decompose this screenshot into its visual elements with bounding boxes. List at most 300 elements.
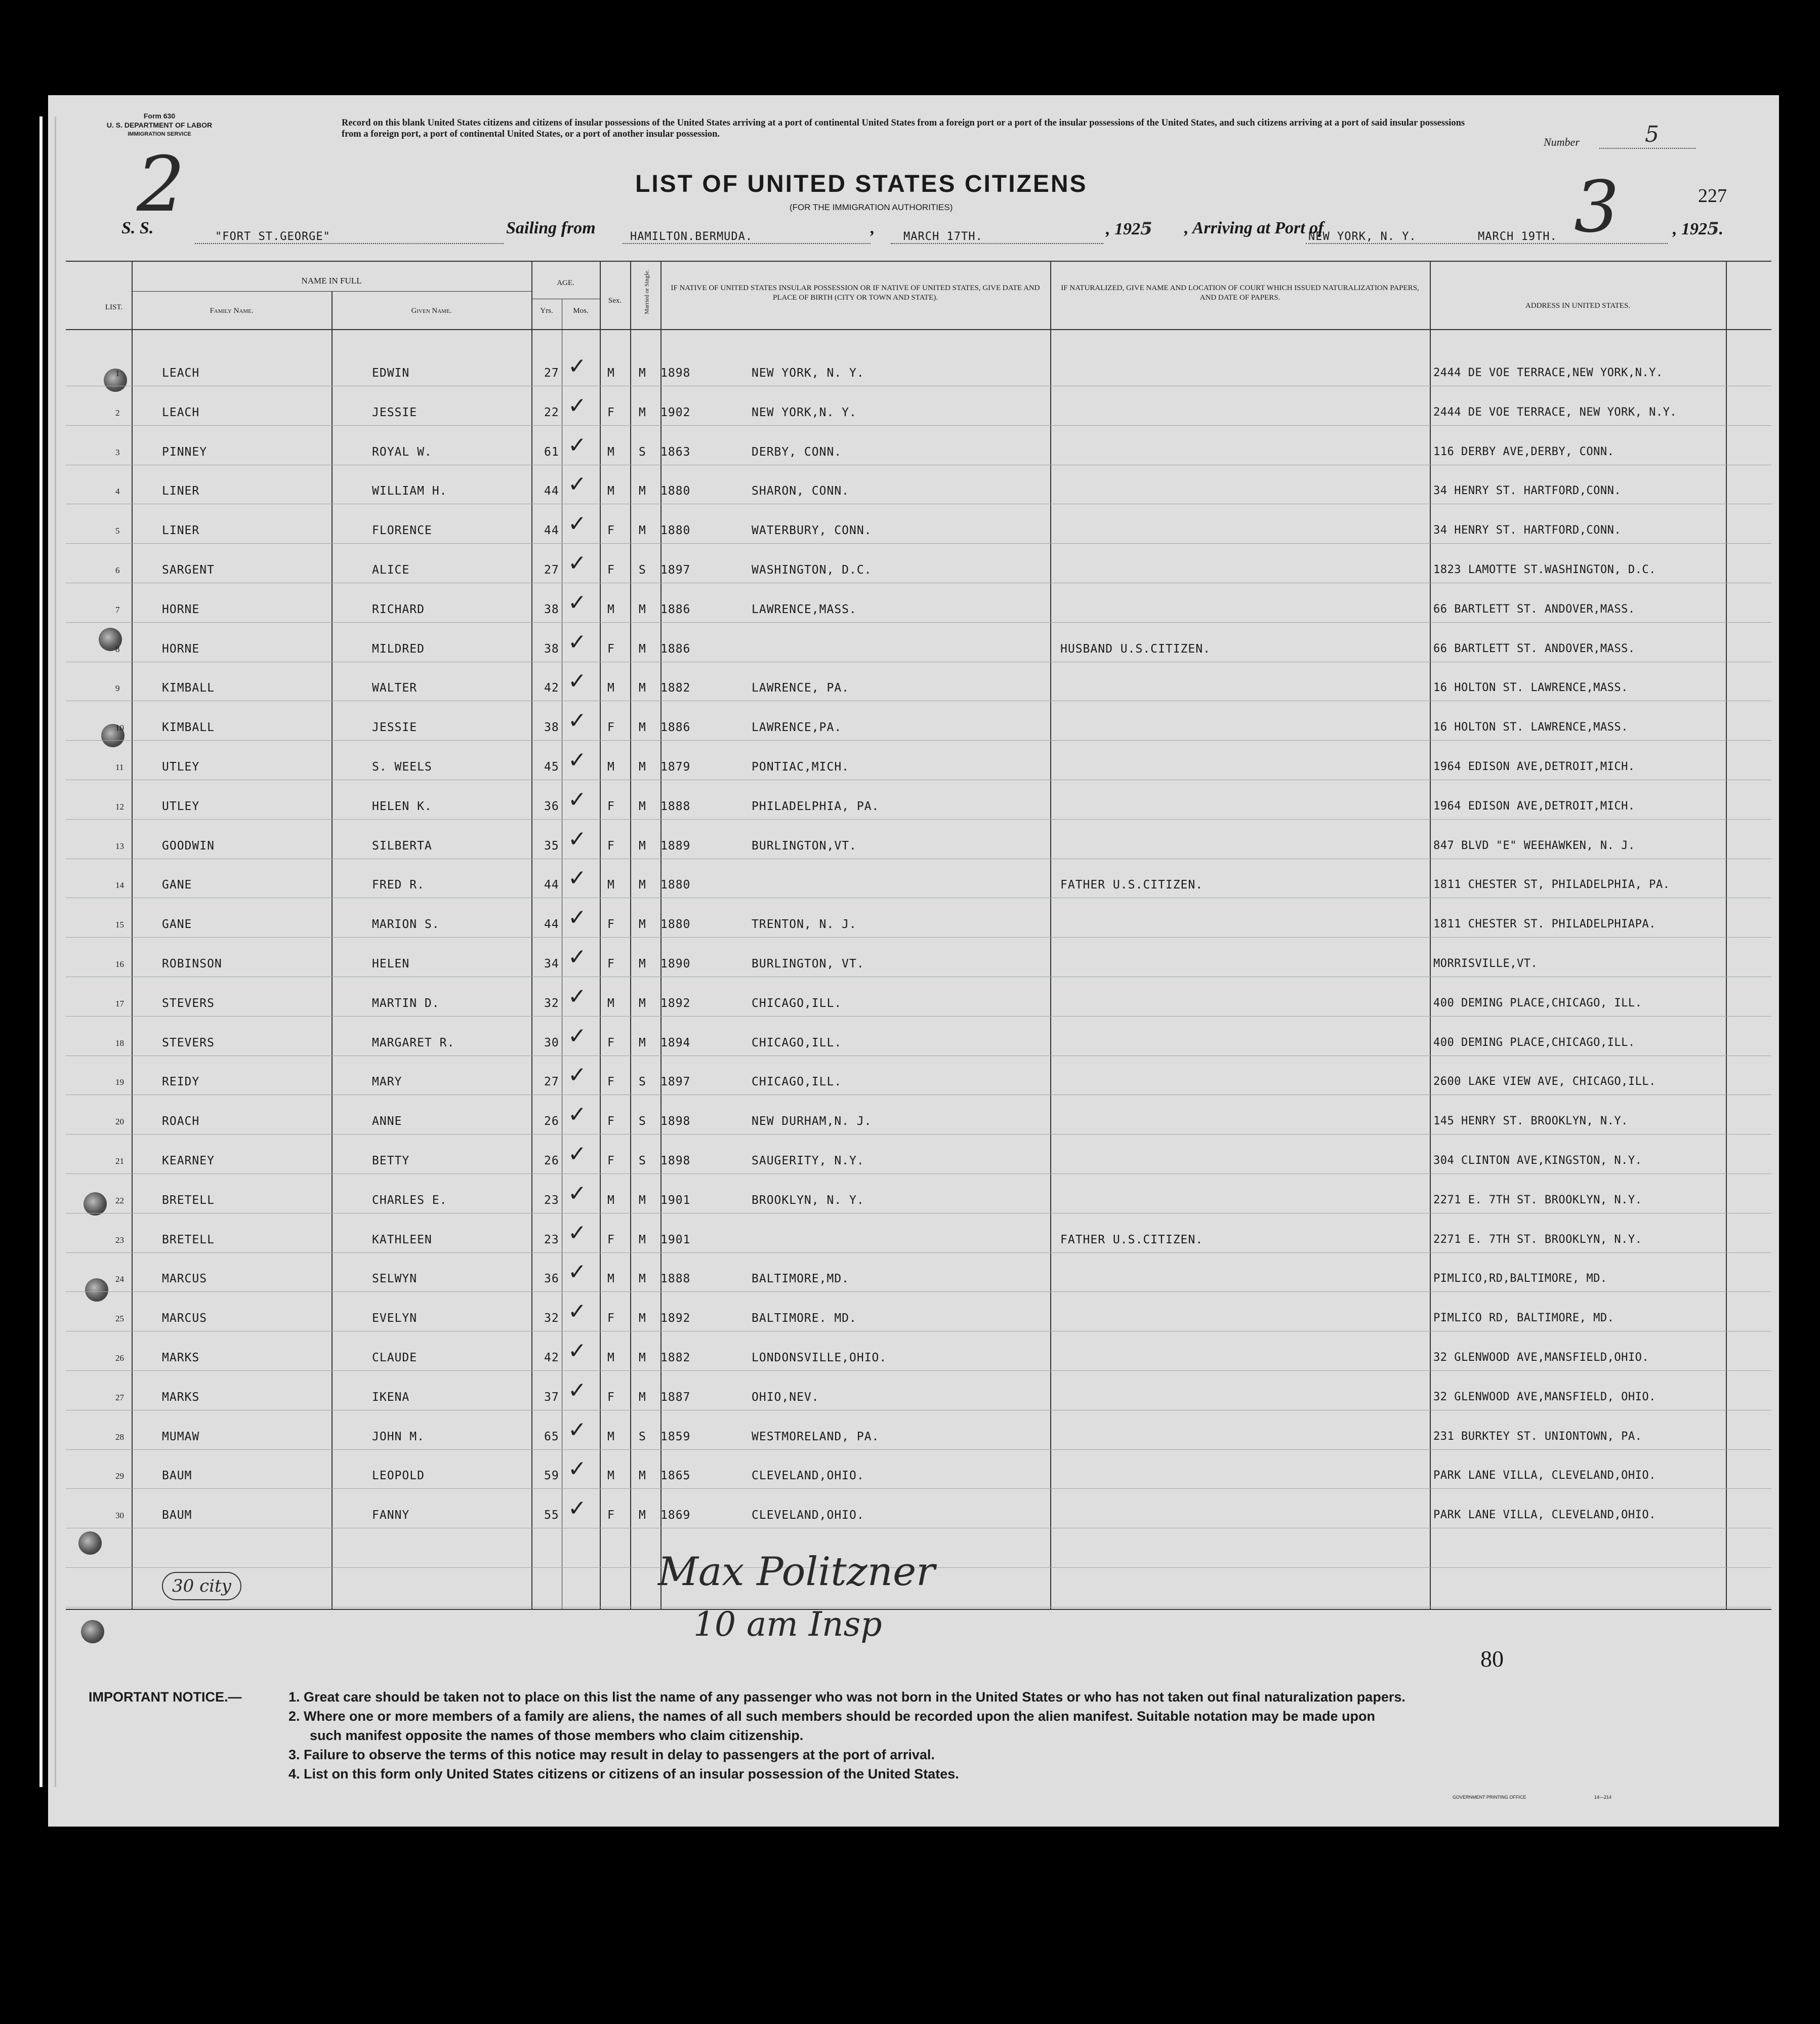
cell-married-single: M [639,1351,646,1364]
cell-birth-year: 1880 [660,524,691,537]
cell-birth-place: SAUGERITY, N.Y. [752,1154,864,1167]
cell-given-name: ROYAL W. [372,446,432,459]
check-mark-icon: ✓ [568,353,587,379]
cell-married-single: M [639,1312,646,1325]
row-number: 17 [115,999,124,1008]
row-number: 26 [115,1353,124,1363]
notice-item: such manifest opposite the names of those members who claim citizenship. [310,1728,804,1743]
paper-edge [39,116,43,1787]
cell-married-single: M [639,997,646,1010]
cell-married-single: M [639,1391,646,1404]
punch-hole [81,1620,104,1643]
cell-family-name: STEVERS [162,997,215,1010]
year-prefix: , 1925 [1106,219,1152,239]
col-divider [132,261,133,1609]
cell-sex: M [607,760,615,774]
ship-name: "FORT ST.GEORGE" [215,230,330,243]
cell-given-name: MARGARET R. [372,1036,455,1049]
cell-married-single: M [639,1469,646,1482]
cell-given-name: MARTIN D. [372,997,440,1010]
check-mark-icon: ✓ [568,511,587,537]
check-mark-icon: ✓ [568,826,587,852]
cell-birth-year: 1880 [660,484,691,498]
cell-sex: M [607,997,615,1010]
cell-age: 23 [544,1194,559,1207]
cell-given-name: FANNY [372,1509,410,1522]
cell-birth-place: PHILADELPHIA, PA. [752,800,880,813]
cell-address: 1964 EDISON AVE,DETROIT,MICH. [1433,800,1635,813]
cell-address: 34 HENRY ST. HARTFORD,CONN. [1433,484,1622,497]
cell-given-name: WALTER [372,681,418,695]
form-intro-text: Record on this blank United States citizens and citizens of insular possessions of the United States arriving at a port of continental United States from a foreign port or a port of the insular possessions of the United States, and such citizens arriving at a port of said insular possessions from a foreign port, a port of continental United States, or a port of another insular possession. [342,118,1465,139]
cell-age: 26 [544,1115,559,1128]
cell-age: 34 [544,957,559,970]
cell-family-name: KEARNEY [162,1154,215,1167]
cell-birth-place: DERBY, CONN. [752,446,842,459]
cell-married-single: S [639,1430,646,1443]
cell-given-name: EVELYN [372,1312,418,1325]
cell-married-single: M [639,1233,646,1246]
check-mark-icon: ✓ [568,1102,587,1127]
cell-age: 27 [544,563,559,577]
col-divider [1050,261,1051,1609]
cell-age: 38 [544,603,559,616]
cell-birth-year: 1865 [660,1469,691,1482]
cell-age: 59 [544,1469,559,1482]
cell-birth-place: BROOKLYN, N. Y. [752,1194,864,1207]
cell-address: 2271 E. 7TH ST. BROOKLYN, N.Y. [1433,1233,1642,1246]
paper-edge-shadow [55,116,56,1787]
cell-age: 30 [544,1036,559,1049]
check-mark-icon: ✓ [568,432,587,458]
cell-sex: F [607,1312,615,1325]
cell-address: PARK LANE VILLA, CLEVELAND,OHIO. [1433,1509,1656,1521]
cell-birth-year: 1886 [660,642,691,656]
cell-given-name: SELWYN [372,1272,418,1285]
check-mark-icon: ✓ [568,1062,587,1088]
cell-family-name: BAUM [162,1469,192,1482]
cell-birth-place: TRENTON, N. J. [752,918,857,931]
table-top-border [66,261,1771,262]
notice-item: 2. Where one or more members of a family are aliens, the names of all such members should be recorded upon the alien manifest. Suitable notation may be made upon [288,1709,1376,1724]
cell-birth-place: BALTIMORE,MD. [752,1272,850,1285]
year2: , 1925. [1673,219,1724,239]
check-mark-icon: ✓ [568,944,587,970]
arrival-date: MARCH 19TH. [1478,230,1557,243]
cell-married-single: S [639,1075,646,1088]
row-rule [66,543,1771,544]
cell-birth-place: CLEVELAND,OHIO. [752,1469,864,1482]
row-number: 3 [115,448,120,457]
header-age: AGE. [557,279,574,287]
row-number: 4 [115,487,120,496]
cell-birth-place: WATERBURY, CONN. [752,524,872,537]
cell-given-name: BETTY [372,1154,410,1167]
check-mark-icon: ✓ [568,1220,587,1246]
printer-imprint: GOVERNMENT PRINTING OFFICE [1453,1795,1526,1800]
row-rule [66,1449,1771,1450]
sailing-date: MARCH 17TH. [903,230,983,243]
service-name: IMMIGRATION SERVICE [128,131,191,137]
cell-birth-place: PONTIAC,MICH. [752,760,850,774]
cell-age: 44 [544,918,559,931]
row-number: 5 [115,526,120,536]
page-number: 227 [1698,185,1727,207]
cell-birth-year: 1859 [660,1430,691,1443]
check-mark-icon: ✓ [568,708,587,734]
check-mark-icon: ✓ [568,787,587,813]
cell-address: PARK LANE VILLA, CLEVELAND,OHIO. [1433,1469,1656,1482]
cell-birth-year: 1897 [660,563,691,577]
cell-birth-year: 1892 [660,1312,691,1325]
row-number: 16 [115,959,124,969]
cell-given-name: SILBERTA [372,839,432,853]
punch-hole [85,1278,108,1302]
signature-note: 10 am Insp [693,1605,882,1644]
cell-birth-year: 1887 [660,1391,691,1404]
check-mark-icon: ✓ [568,865,587,891]
header-bottom-border [66,329,1771,330]
cell-sex: M [607,367,615,380]
cell-sex: M [607,681,615,695]
row-rule [66,1016,1771,1017]
cell-birth-year: 1882 [660,681,691,695]
cell-sex: M [607,1351,615,1364]
row-rule [66,819,1771,820]
cell-age: 42 [544,1351,559,1364]
cell-age: 38 [544,721,559,734]
cell-married-single: M [639,681,646,695]
cell-family-name: BRETELL [162,1233,215,1246]
cell-married-single: M [639,603,646,616]
cell-age: 45 [544,760,559,774]
check-mark-icon: ✓ [568,1259,587,1285]
cell-age: 55 [544,1509,559,1522]
cell-address: 400 DEMING PLACE,CHICAGO,ILL. [1433,1036,1635,1049]
check-mark-icon: ✓ [568,1023,587,1049]
cell-birth-place: CHICAGO,ILL. [752,1036,842,1049]
cell-family-name: GANE [162,878,192,892]
list-number-handwritten: 3 [1574,166,1620,249]
cell-family-name: ROACH [162,1115,200,1128]
cell-naturalization: FATHER U.S.CITIZEN. [1060,1233,1204,1246]
cell-married-single: S [639,1115,646,1128]
cell-married-single: M [639,1036,646,1049]
cell-family-name: GANE [162,918,192,931]
check-mark-icon: ✓ [568,1456,587,1482]
cell-family-name: KIMBALL [162,681,215,695]
cell-age: 44 [544,878,559,892]
header-sex: Sex. [608,297,622,305]
cell-age: 36 [544,1272,559,1285]
cell-given-name: JESSIE [372,406,418,419]
cell-address: 2600 LAKE VIEW AVE, CHICAGO,ILL. [1433,1075,1656,1088]
cell-address: 16 HOLTON ST. LAWRENCE,MASS. [1433,721,1628,734]
cell-sex: F [607,1154,615,1167]
check-mark-icon: ✓ [568,984,587,1009]
cell-sex: F [607,1115,615,1128]
col-divider [1430,261,1431,1609]
cell-sex: M [607,484,615,498]
cell-birth-place: BURLINGTON, VT. [752,957,864,970]
cell-age: 27 [544,367,559,380]
cell-birth-place: SHARON, CONN. [752,484,850,498]
cell-given-name: ANNE [372,1115,402,1128]
punch-hole [78,1531,102,1555]
sailing-label: Sailing from [506,219,596,237]
cell-address: 2271 E. 7TH ST. BROOKLYN, N.Y. [1433,1194,1642,1206]
cell-birth-year: 1880 [660,918,691,931]
cell-family-name: HORNE [162,603,200,616]
cell-given-name: HELEN K. [372,800,432,813]
cell-address: 16 HOLTON ST. LAWRENCE,MASS. [1433,681,1628,694]
cell-address: MORRISVILLE,VT. [1433,957,1538,970]
row-number: 11 [115,762,124,772]
cell-married-single: M [639,878,646,892]
cell-birth-year: 1879 [660,760,691,774]
row-number: 19 [115,1077,124,1087]
cell-family-name: HORNE [162,642,200,656]
header-yrs: Yrs. [540,307,553,315]
cell-family-name: PINNEY [162,446,208,459]
cell-family-name: BRETELL [162,1194,215,1207]
signature: Max Politzner [658,1549,935,1595]
important-notice-label: IMPORTANT NOTICE.— [89,1689,242,1705]
row-number: 20 [115,1117,124,1126]
cell-sex: F [607,524,615,537]
document-title: LIST OF UNITED STATES CITIZENS [635,171,1088,197]
cell-family-name: MARCUS [162,1272,208,1285]
cell-family-name: MARKS [162,1391,200,1404]
cell-sex: M [607,1194,615,1207]
row-number: 23 [115,1235,124,1245]
page-stamp: 80 [1480,1646,1504,1672]
cell-address: 1964 EDISON AVE,DETROIT,MICH. [1433,760,1635,773]
cell-age: 37 [544,1391,559,1404]
col-divider [660,261,661,1609]
row-rule [66,1370,1771,1371]
cell-given-name: CLAUDE [372,1351,418,1364]
cell-given-name: RICHARD [372,603,425,616]
row-number: 29 [115,1471,124,1481]
cell-family-name: MUMAW [162,1430,200,1443]
cell-sex: F [607,406,615,419]
cell-married-single: S [639,563,646,577]
cell-birth-place: LAWRENCE,PA. [752,721,842,734]
cell-address: 66 BARTLETT ST. ANDOVER,MASS. [1433,603,1635,616]
cell-married-single: M [639,800,646,813]
cell-birth-year: 1898 [660,1154,691,1167]
cell-birth-year: 1886 [660,603,691,616]
document-subtitle: (FOR THE IMMIGRATION AUTHORITIES) [790,203,953,212]
cell-age: 36 [544,800,559,813]
cell-address: 304 CLINTON AVE,KINGSTON, N.Y. [1433,1154,1642,1167]
cell-age: 27 [544,1075,559,1088]
cell-age: 44 [544,524,559,537]
cell-given-name: MILDRED [372,642,425,656]
cell-naturalization: HUSBAND U.S.CITIZEN. [1060,642,1211,656]
important-notice-items [288,1687,1736,1784]
cell-address: 34 HENRY ST. HARTFORD,CONN. [1433,524,1622,537]
row-rule [66,425,1771,426]
cell-birth-place: LAWRENCE, PA. [752,681,850,695]
cell-family-name: STEVERS [162,1036,215,1049]
cell-birth-place: LONDONSVILLE,OHIO. [752,1351,887,1364]
cell-married-single: M [639,524,646,537]
cell-married-single: M [639,721,646,734]
name-header-divider [132,291,531,292]
row-number: 28 [115,1432,124,1442]
header-mos: Mos. [573,307,589,315]
row-rule [66,1173,1771,1174]
cell-address: 231 BURKTEY ST. UNIONTOWN, PA. [1433,1430,1642,1443]
cell-birth-year: 1892 [660,997,691,1010]
arrival-port: NEW YORK, N. Y. [1308,230,1417,243]
cell-address: PIMLICO,RD,BALTIMORE, MD. [1433,1272,1607,1285]
cell-given-name: S. WEELS [372,760,432,774]
check-mark-icon: ✓ [568,550,587,576]
cell-family-name: ROBINSON [162,957,222,970]
count-circle-annotation: 30 city [162,1572,241,1600]
cell-birth-place: OHIO,NEV. [752,1391,819,1404]
cell-address: 32 GLENWOOD AVE,MANSFIELD,OHIO. [1433,1351,1649,1364]
cell-sex: F [607,957,615,970]
row-rule [66,937,1771,938]
cell-sex: F [607,1233,615,1246]
header-family-name: Family Name. [210,307,254,315]
check-mark-icon: ✓ [568,1378,587,1403]
cell-given-name: MARION S. [372,918,440,931]
row-number: 14 [115,880,124,890]
row-number: 9 [115,683,120,693]
form-header-block [99,111,220,139]
notice-item: 4. List on this form only United States citizens or citizens of an insular possession of the United States. [288,1766,959,1782]
cell-birth-year: 1898 [660,1115,691,1128]
cell-sex: F [607,839,615,853]
cell-married-single: M [639,484,646,498]
printer-code: 14—214 [1594,1795,1612,1800]
cell-sex: F [607,563,615,577]
row-number: 21 [115,1156,124,1166]
cell-birth-year: 1888 [660,800,691,813]
row-number: 22 [115,1196,124,1205]
cell-sex: M [607,878,615,892]
cell-sex: F [607,1509,615,1522]
cell-given-name: KATHLEEN [372,1233,432,1246]
col-divider [332,291,333,1609]
row-number: 25 [115,1314,124,1323]
cell-age: 61 [544,446,559,459]
cell-birth-place: CHICAGO,ILL. [752,997,842,1010]
row-number: 6 [115,565,120,575]
row-number: 7 [115,605,120,615]
cell-birth-place: WESTMORELAND, PA. [752,1430,880,1443]
cell-given-name: ALICE [372,563,410,577]
cell-sex: F [607,1036,615,1049]
cell-married-single: M [639,760,646,774]
cell-sex: F [607,918,615,931]
cell-sex: M [607,1430,615,1443]
cell-sex: F [607,1391,615,1404]
row-number: 2 [115,408,120,418]
cell-married-single: M [639,642,646,656]
header-naturalized: IF NATURALIZED, GIVE NAME AND LOCATION OF COURT WHICH ISSUED NATURALIZATION PAPERS, AND DATE OF PAPERS. [1061,284,1419,302]
check-mark-icon: ✓ [568,393,587,419]
cell-married-single: M [639,367,646,380]
header-list: LIST. [105,303,123,311]
cell-address: 2444 DE VOE TERRACE, NEW YORK, N.Y. [1433,406,1677,419]
cell-birth-year: 1898 [660,367,691,380]
number-value: 5 [1645,122,1659,147]
cell-address: 32 GLENWOOD AVE,MANSFIELD, OHIO. [1433,1391,1656,1403]
row-rule [66,1488,1771,1489]
cell-age: 32 [544,1312,559,1325]
cell-address: 1811 CHESTER ST, PHILADELPHIA, PA. [1433,878,1670,891]
check-mark-icon: ✓ [568,1417,587,1443]
table-bottom-border [66,1609,1771,1610]
cell-family-name: MARCUS [162,1312,208,1325]
cell-birth-year: 1901 [660,1233,691,1246]
check-mark-icon: ✓ [568,905,587,930]
cell-naturalization: FATHER U.S.CITIZEN. [1060,878,1204,892]
row-number: 1 [115,369,120,378]
cell-married-single: M [639,918,646,931]
row-number: 18 [115,1038,124,1048]
row-rule [66,1291,1771,1292]
cell-birth-year: 1901 [660,1194,691,1207]
row-number: 8 [115,644,120,654]
check-mark-icon: ✓ [568,629,587,655]
cell-birth-year: 1863 [660,446,691,459]
check-mark-icon: ✓ [568,1141,587,1167]
cell-address: 145 HENRY ST. BROOKLYN, N.Y. [1433,1115,1628,1127]
header-name-in-full: NAME IN FULL [301,276,362,286]
row-number: 24 [115,1274,124,1284]
cell-birth-year: 1890 [660,957,691,970]
cell-birth-place: LAWRENCE,MASS. [752,603,857,616]
form-number: Form 630 [143,112,176,120]
punch-hole [84,1192,107,1216]
cell-family-name: LINER [162,484,200,498]
row-rule [66,1252,1771,1253]
notice-item: 1. Great care should be taken not to place on this list the name of any passenger who was not born in the United States or who has not taken out final naturalization papers. [288,1689,1405,1705]
cell-birth-place: CLEVELAND,OHIO. [752,1509,864,1522]
cell-family-name: SARGENT [162,563,215,577]
cell-given-name: JOHN M. [372,1430,425,1443]
row-rule [66,740,1771,741]
notice-item: 3. Failure to observe the terms of this notice may result in delay to passengers at the port of arrival. [288,1747,935,1762]
cell-address: 116 DERBY AVE,DERBY, CONN. [1433,446,1615,458]
cell-address: 1823 LAMOTTE ST.WASHINGTON, D.C. [1433,563,1656,576]
cell-married-single: M [639,957,646,970]
cell-birth-year: 1886 [660,721,691,734]
cell-given-name: IKENA [372,1391,410,1404]
cell-sex: M [607,603,615,616]
cell-birth-year: 1889 [660,839,691,853]
cell-age: 23 [544,1233,559,1246]
cell-birth-year: 1888 [660,1272,691,1285]
cell-given-name: LEOPOLD [372,1469,425,1482]
header-given-name: Given Name. [411,307,452,315]
arriving-label: , Arriving at Port of [1184,219,1324,237]
cell-birth-place: NEW YORK,N. Y. [752,406,857,419]
cell-family-name: LEACH [162,406,200,419]
row-number: 10 [115,723,124,733]
check-mark-icon: ✓ [568,668,587,694]
cell-family-name: REIDY [162,1075,200,1088]
cell-birth-place: BALTIMORE. MD. [752,1312,857,1325]
cell-family-name: UTLEY [162,760,200,774]
